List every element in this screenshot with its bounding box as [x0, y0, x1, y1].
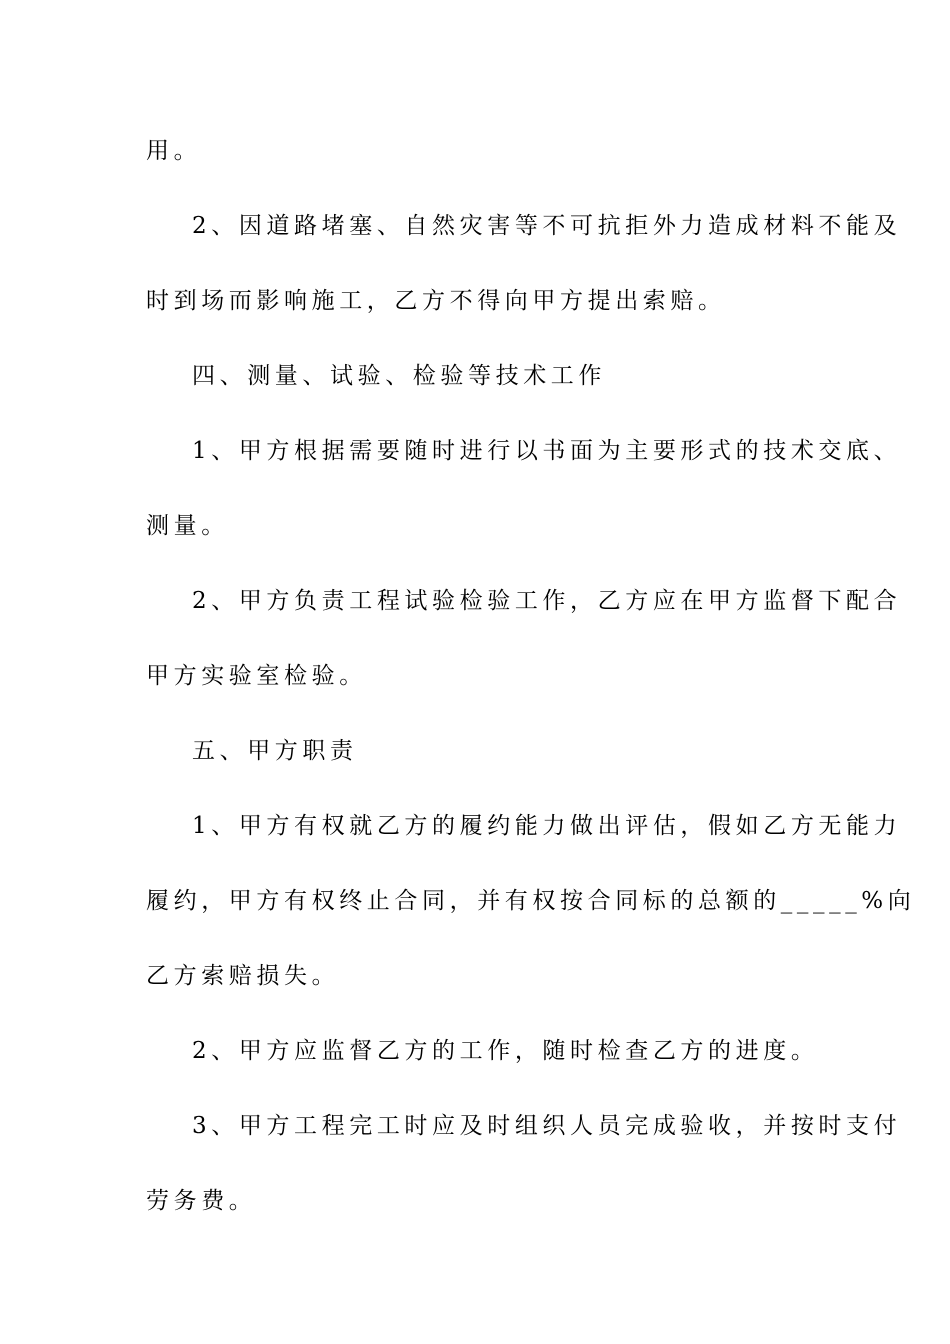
clause-4-2-line-2: 甲方实验室检验。 [146, 663, 367, 689]
clause-5-1-line-3: 乙方索赔损失。 [146, 963, 340, 989]
clause-5-1-line-2: 履约，甲方有权终止合同，并有权按合同标的总额的_____%向 [146, 888, 916, 914]
clause-3-2-line-2: 时到场而影响施工，乙方不得向甲方提出索赔。 [146, 288, 726, 314]
clause-3-2-line-1: 2、因道路堵塞、自然灾害等不可抗拒外力造成材料不能及 [192, 213, 902, 239]
clause-5-2-line-1: 2、甲方应监督乙方的工作，随时检查乙方的进度。 [192, 1038, 819, 1064]
section-5-heading: 五、甲方职责 [192, 738, 358, 764]
section-4-heading: 四、测量、试验、检验等技术工作 [192, 363, 606, 389]
clause-5-1-line-1: 1、甲方有权就乙方的履约能力做出评估，假如乙方无能力 [192, 813, 902, 839]
clause-4-2-line-1: 2、甲方负责工程试验检验工作，乙方应在甲方监督下配合 [192, 588, 902, 614]
clause-4-1-line-2: 测量。 [146, 513, 229, 539]
text-line: 用。 [146, 138, 202, 164]
clause-5-3-line-2: 劳务费。 [146, 1188, 257, 1214]
clause-4-1-line-1: 1、甲方根据需要随时进行以书面为主要形式的技术交底、 [192, 438, 902, 464]
clause-5-3-line-1: 3、甲方工程完工时应及时组织人员完成验收，并按时支付 [192, 1113, 902, 1139]
